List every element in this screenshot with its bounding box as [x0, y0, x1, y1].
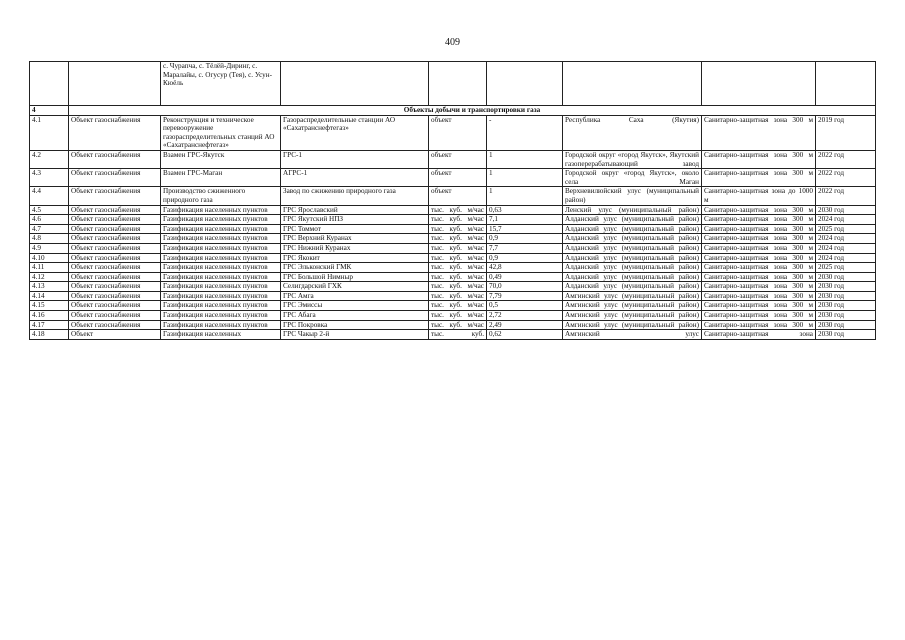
unit: тыс. куб. м/час: [429, 224, 487, 234]
facility-name: ГРС Ярославский: [281, 205, 429, 215]
year: 2024 год: [816, 243, 876, 253]
object-name: Взамен ГРС-Маган: [161, 169, 281, 187]
location: Алданский улус (муниципальный район): [563, 282, 702, 292]
object-name: Газификация населенных пунктов: [161, 272, 281, 282]
location: Алданский улус (муниципальный район): [563, 224, 702, 234]
location: Амгинский улус (муниципальный район): [563, 291, 702, 301]
quantity: 2,72: [487, 311, 563, 321]
quantity: 0,63: [487, 205, 563, 215]
table-row: [30, 169, 876, 187]
table-row: [30, 320, 876, 330]
objects-table: [29, 61, 876, 340]
protection-zone: Санитарно-защитная зона 300 м: [702, 320, 816, 330]
protection-zone: Санитарно-защитная зона 300 м: [702, 150, 816, 168]
object-name: Газификация населенных пунктов: [161, 215, 281, 225]
location: Алданский улус (муниципальный район): [563, 253, 702, 263]
unit: тыс. куб. м/час: [429, 243, 487, 253]
facility-name: ГРС Эльконский ГМК: [281, 263, 429, 273]
table-row: [30, 243, 876, 253]
table-row: [30, 115, 876, 150]
facility-name: Газораспределительные станции АО «Сахатранснефтегаз»: [281, 115, 429, 150]
location: Ленский улус (муниципальный район): [563, 205, 702, 215]
year: 2024 год: [816, 215, 876, 225]
object-name: Газификация населенных пунктов: [161, 301, 281, 311]
facility-name: ГРС Покровка: [281, 320, 429, 330]
location: Алданский улус (муниципальный район): [563, 272, 702, 282]
unit: тыс. куб. м/час: [429, 205, 487, 215]
location: Алданский улус (муниципальный район): [563, 215, 702, 225]
object-type: Объект газоснабжения: [69, 169, 161, 187]
location: Алданский улус (муниципальный район): [563, 243, 702, 253]
quantity: 0,5: [487, 301, 563, 311]
continuation-row: [30, 62, 876, 106]
unit: объект: [429, 169, 487, 187]
quantity: 7,1: [487, 215, 563, 225]
object-name: Взамен ГРС-Якутск: [161, 150, 281, 168]
quantity: 2,49: [487, 320, 563, 330]
facility-name: ГРС Якутский НПЗ: [281, 215, 429, 225]
quantity: 0,9: [487, 234, 563, 244]
year: 2030 год: [816, 311, 876, 321]
protection-zone: Санитарно-защитная зона 300 м: [702, 234, 816, 244]
object-type: Объект газоснабжения: [69, 320, 161, 330]
quantity: 42,8: [487, 263, 563, 273]
facility-name: Завод по сжижению природного газа: [281, 187, 429, 205]
quantity: 1: [487, 187, 563, 205]
object-type: Объект газоснабжения: [69, 215, 161, 225]
row-number: 4.7: [30, 224, 69, 234]
year: 2022 год: [816, 169, 876, 187]
quantity: 15,7: [487, 224, 563, 234]
location: Республика Саха (Якутия): [563, 115, 702, 150]
unit: объект: [429, 150, 487, 168]
protection-zone: Санитарно-защитная зона 300 м: [702, 115, 816, 150]
object-type: Объект газоснабжения: [69, 291, 161, 301]
row-number: 4.8: [30, 234, 69, 244]
object-type: Объект: [69, 330, 161, 340]
object-type: Объект газоснабжения: [69, 187, 161, 205]
object-type: Объект газоснабжения: [69, 224, 161, 234]
object-name: Реконструкция и техническое перевооружение газораспределительных станций АО «Сахатранснефтегаз»: [161, 115, 281, 150]
row-number: 4.4: [30, 187, 69, 205]
year: 2025 год: [816, 224, 876, 234]
table-row: [30, 291, 876, 301]
object-type: Объект газоснабжения: [69, 301, 161, 311]
year: 2030 год: [816, 320, 876, 330]
row-number: 4.15: [30, 301, 69, 311]
quantity: 7,79: [487, 291, 563, 301]
row-number: 4.13: [30, 282, 69, 292]
quantity: 1: [487, 169, 563, 187]
location: Городской округ «город Якутск», Якутский газоперерабатывающий завод: [563, 150, 702, 168]
object-type: Объект газоснабжения: [69, 311, 161, 321]
quantity: 1: [487, 150, 563, 168]
location: Амгинский улус (муниципальный район): [563, 301, 702, 311]
object-type: Объект газоснабжения: [69, 234, 161, 244]
facility-name: ГРС-1: [281, 150, 429, 168]
row-number: 4.11: [30, 263, 69, 273]
table-row: [30, 263, 876, 273]
table-row: [30, 215, 876, 225]
facility-name: ГРС Чакыр 2-й: [281, 330, 429, 340]
year: 2030 год: [816, 282, 876, 292]
section-row: [30, 106, 876, 116]
unit: объект: [429, 115, 487, 150]
unit: тыс. куб.: [429, 330, 487, 340]
year: 2024 год: [816, 253, 876, 263]
year: 2030 год: [816, 272, 876, 282]
location: Городской округ «город Якутск», около села Маган: [563, 169, 702, 187]
table-row: [30, 301, 876, 311]
year: 2030 год: [816, 205, 876, 215]
protection-zone: Санитарно-защитная зона 300 м: [702, 169, 816, 187]
object-type: Объект газоснабжения: [69, 150, 161, 168]
row-number: 4.18: [30, 330, 69, 340]
quantity: -: [487, 115, 563, 150]
protection-zone: Санитарно-защитная зона 300 м: [702, 291, 816, 301]
row-number: 4.1: [30, 115, 69, 150]
year: 2022 год: [816, 187, 876, 205]
table-row: [30, 253, 876, 263]
table-row: [30, 205, 876, 215]
protection-zone: Санитарно-защитная зона 300 м: [702, 272, 816, 282]
object-type: Объект газоснабжения: [69, 263, 161, 273]
object-type: Объект газоснабжения: [69, 272, 161, 282]
object-type: Объект газоснабжения: [69, 115, 161, 150]
row-number: 4.16: [30, 311, 69, 321]
row-number: 4.9: [30, 243, 69, 253]
year: 2030 год: [816, 291, 876, 301]
year: 2025 год: [816, 263, 876, 273]
table-row: [30, 150, 876, 168]
object-name: Газификация населенных пунктов: [161, 320, 281, 330]
object-name: Газификация населенных пунктов: [161, 253, 281, 263]
facility-name: ГРС Абага: [281, 311, 429, 321]
unit: тыс. куб. м/час: [429, 301, 487, 311]
table-row: [30, 272, 876, 282]
facility-name: ГРС Томмот: [281, 224, 429, 234]
quantity: 7,7: [487, 243, 563, 253]
table-row: [30, 187, 876, 205]
location: Амгинский улус (муниципальный район): [563, 320, 702, 330]
continuation-cell: с. Чурапча, с. Тёлёй-Диринг, с. Маралайы, с. Огусур (Тея), с. Усун-Кюёль: [161, 62, 281, 106]
unit: тыс. куб. м/час: [429, 263, 487, 273]
object-name: Газификация населенных пунктов: [161, 234, 281, 244]
object-name: Газификация населенных пунктов: [161, 224, 281, 234]
table-row: [30, 224, 876, 234]
row-number: 4.6: [30, 215, 69, 225]
object-name: Производство сжиженного природного газа: [161, 187, 281, 205]
row-number: 4.10: [30, 253, 69, 263]
row-number: 4.3: [30, 169, 69, 187]
row-number: 4.2: [30, 150, 69, 168]
protection-zone: Санитарно-защитная зона 300 м: [702, 205, 816, 215]
location: Амгинский улус: [563, 330, 702, 340]
row-number: 4.12: [30, 272, 69, 282]
object-type: Объект газоснабжения: [69, 282, 161, 292]
object-type: Объект газоснабжения: [69, 205, 161, 215]
row-number: 4.14: [30, 291, 69, 301]
object-name: Газификация населенных пунктов: [161, 282, 281, 292]
facility-name: ГРС Верхний Куранах: [281, 234, 429, 244]
unit: тыс. куб. м/час: [429, 234, 487, 244]
unit: тыс. куб. м/час: [429, 215, 487, 225]
year: 2030 год: [816, 330, 876, 340]
page-number: 409: [445, 37, 460, 48]
protection-zone: Санитарно-защитная зона: [702, 330, 816, 340]
table-row: [30, 311, 876, 321]
location: Алданский улус (муниципальный район): [563, 234, 702, 244]
year: 2024 год: [816, 234, 876, 244]
protection-zone: Санитарно-защитная зона 300 м: [702, 253, 816, 263]
object-name: Газификация населенных пунктов: [161, 291, 281, 301]
facility-name: ГРС Эмиссы: [281, 301, 429, 311]
year: 2022 год: [816, 150, 876, 168]
facility-name: ГРС Амга: [281, 291, 429, 301]
unit: тыс. куб. м/час: [429, 320, 487, 330]
location: Алданский улус (муниципальный район): [563, 263, 702, 273]
facility-name: ГРС Большой Нимныр: [281, 272, 429, 282]
table-row: [30, 234, 876, 244]
quantity: 0,49: [487, 272, 563, 282]
protection-zone: Санитарно-защитная зона 300 м: [702, 282, 816, 292]
table-row: [30, 282, 876, 292]
row-number: 4.5: [30, 205, 69, 215]
object-name: Газификация населенных: [161, 330, 281, 340]
protection-zone: Санитарно-защитная зона 300 м: [702, 263, 816, 273]
quantity: 0,9: [487, 253, 563, 263]
unit: тыс. куб. м/час: [429, 291, 487, 301]
object-name: Газификация населенных пунктов: [161, 263, 281, 273]
object-name: Газификация населенных пунктов: [161, 243, 281, 253]
object-type: Объект газоснабжения: [69, 253, 161, 263]
object-name: Газификация населенных пунктов: [161, 205, 281, 215]
table-row: [30, 330, 876, 340]
object-name: Газификация населенных пунктов: [161, 311, 281, 321]
object-type: Объект газоснабжения: [69, 243, 161, 253]
location: Амгинский улус (муниципальный район): [563, 311, 702, 321]
row-number: 4.17: [30, 320, 69, 330]
protection-zone: Санитарно-защитная зона 300 м: [702, 311, 816, 321]
quantity: 70,0: [487, 282, 563, 292]
unit: тыс. куб. м/час: [429, 253, 487, 263]
quantity: 0,62: [487, 330, 563, 340]
unit: тыс. куб. м/час: [429, 311, 487, 321]
unit: тыс. куб. м/час: [429, 282, 487, 292]
section-number: 4: [30, 106, 69, 116]
protection-zone: Санитарно-защитная зона 300 м: [702, 243, 816, 253]
facility-name: Селигдарский ГХК: [281, 282, 429, 292]
protection-zone: Санитарно-защитная зона 300 м: [702, 224, 816, 234]
section-title: Объекты добычи и транспортировки газа: [69, 106, 876, 116]
facility-name: ГРС Якокит: [281, 253, 429, 263]
unit: тыс. куб. м/час: [429, 272, 487, 282]
location: Верхневилюйский улус (муниципальный район): [563, 187, 702, 205]
year: 2019 год: [816, 115, 876, 150]
facility-name: ГРС Нижний Куранах: [281, 243, 429, 253]
unit: объект: [429, 187, 487, 205]
facility-name: АГРС-1: [281, 169, 429, 187]
protection-zone: Санитарно-защитная зона 300 м: [702, 215, 816, 225]
year: 2030 год: [816, 301, 876, 311]
protection-zone: Санитарно-защитная зона до 1000 м: [702, 187, 816, 205]
protection-zone: Санитарно-защитная зона 300 м: [702, 301, 816, 311]
